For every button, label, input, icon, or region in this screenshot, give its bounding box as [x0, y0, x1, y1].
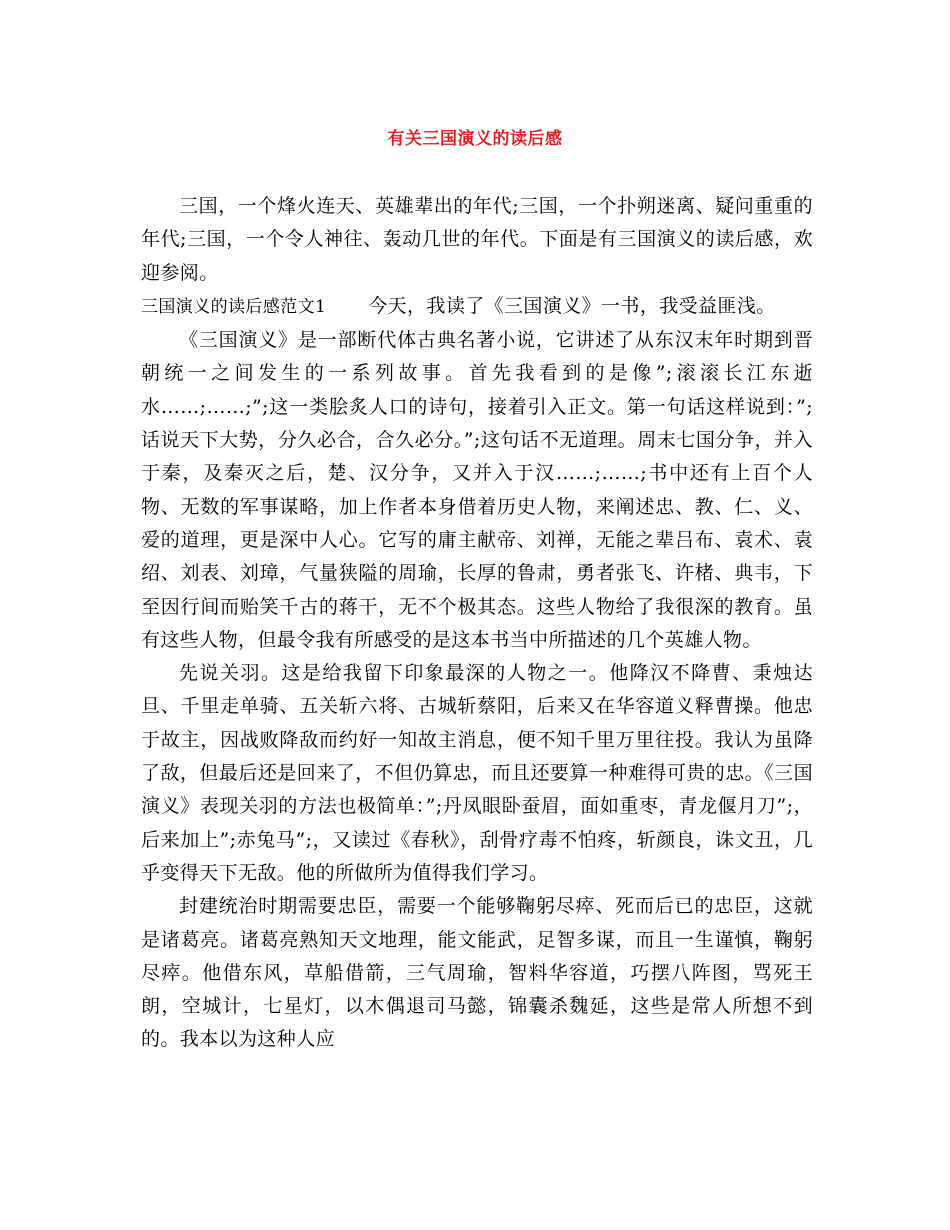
body-paragraph: 《三国演义》是一部断代体古典名著小说，它讲述了从东汉末年时期到晋朝统一之间发生的一系列故事。首先我看到的是像”;滚滚长江东逝水……;……;”;这一类脍炙人口的诗句，接着引入正文。第一句话这样说到：”;话说天下大势，分久必合，合久必分。”;这句话不无道理。周末七国分争，并入于秦，及秦灭之后，楚、汉分争，又并入于汉……;……;书中还有上百个人物、无数的军事谋略，加上作者本身借着历史人物，来阐述忠、教、仁、义、爱的道理，更是深中人心。它写的庸主献帝、刘禅，无能之辈吕布、袁术、袁绍、刘表、刘璋，气量狭隘的周瑜，长厚的鲁肃，勇者张飞、许楮、典韦，下至因行间而贻笑千古的蒋干，无不个极其态。这些人物给了我很深的教育。虽有这些人物，但最令我有所感受的是这本书当中所描述的几个英雄人物。: [141, 329, 813, 651]
section-lead: 今天，我读了《三国演义》一书，我受益匪浅。: [368, 294, 776, 317]
body-paragraph: 先说关羽。这是给我留下印象最深的人物之一。他降汉不降曹、秉烛达旦、千里走单骑、五关斩六将、古城斩蔡阳，后来又在华容道义释曹操。他忠于故主，因战败降敌而约好一知故主消息，便不知千里万里往投。我认为虽降了敌，但最后还是回来了，不但仍算忠，而且还要算一种难得可贵的忠。《三国演义》表现关羽的方法也极简单：”;丹凤眼卧蚕眉，面如重枣，青龙偃月刀”;，后来加上”;赤兔马”;，又读过《春秋》，刮骨疗毒不怕疼，斩颜良，诛文丑，几乎变得天下无敌。他的所做所为值得我们学习。: [141, 662, 813, 884]
document-body: [141, 190, 813, 1057]
section-heading: 三国演义的读后感范文1: [141, 296, 327, 317]
intro-paragraph: 三国，一个烽火连天、英雄辈出的年代;三国，一个扑朔迷离、疑问重重的年代;三国，一个令人神往、轰动几世的年代。下面是有三国演义的读后感，欢迎参阅。: [141, 195, 813, 284]
document-title: 有关三国演义的读后感: [387, 129, 563, 149]
section-line: [141, 290, 813, 324]
body-paragraph: 封建统治时期需要忠臣，需要一个能够鞠躬尽瘁、死而后已的忠臣，这就是诸葛亮。诸葛亮熟知天文地理，能文能武，足智多谋，而且一生谨慎，鞠躬尽瘁。他借东风，草船借箭，三气周瑜，智料华容道，巧摆八阵图，骂死王朗，空城计，七星灯，以木偶退司马懿，锦囊杀魏延，这些是常人所想不到的。我本以为这种人应: [141, 895, 813, 1051]
